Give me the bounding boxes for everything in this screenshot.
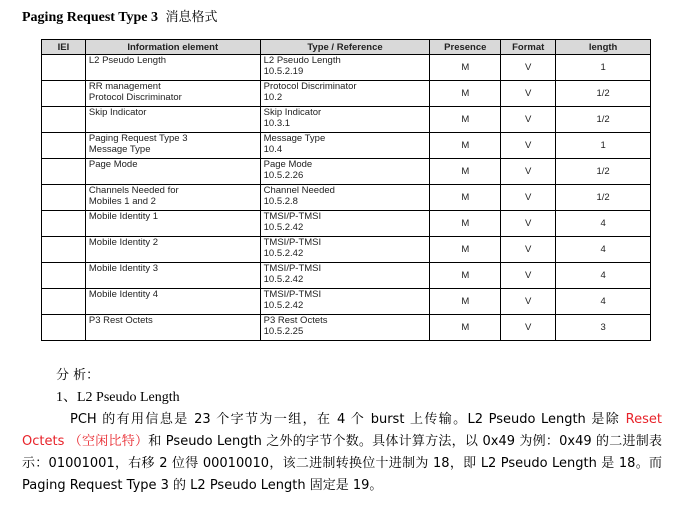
table-row (42, 81, 651, 107)
cell-type-reference (260, 237, 430, 263)
cell-line: 10.5.2.8 (263, 196, 298, 207)
cell-presence: M (430, 107, 501, 133)
cell-line: 10.5.2.19 (263, 66, 304, 77)
item-title: L2 Pseudo Length (77, 390, 180, 405)
table-row (42, 185, 651, 211)
table-row (42, 55, 651, 81)
cell-length: 1/2 (556, 185, 651, 211)
cell-information-element (85, 133, 260, 159)
cell-line: 10.5.2.42 (263, 300, 304, 311)
cell-line: L2 Pseudo Length (263, 55, 341, 66)
cell-line: Skip Indicator (263, 107, 322, 118)
cell-line: 10.2 (263, 92, 283, 103)
cell-type-reference (260, 133, 430, 159)
cell-iei (42, 211, 86, 237)
cell-presence: M (430, 211, 501, 237)
cell-iei (42, 237, 86, 263)
cell-line: Protocol Discriminator (263, 81, 357, 92)
cell-iei (42, 185, 86, 211)
analysis-paragraph (22, 409, 662, 497)
document-title (22, 6, 218, 26)
cell-line: TMSI/P-TMSI (263, 237, 322, 248)
cell-information-element (85, 211, 260, 237)
cell-format: V (501, 55, 556, 81)
cell-iei (42, 55, 86, 81)
cell-length: 4 (556, 211, 651, 237)
title-chinese: 消息格式 (165, 10, 218, 25)
cell-iei (42, 107, 86, 133)
cell-line: 10.5.2.26 (263, 170, 304, 181)
cell-presence: M (430, 81, 501, 107)
cell-type-reference (260, 211, 430, 237)
cell-line: Message Type (263, 133, 326, 144)
table-row (42, 159, 651, 185)
cell-length: 1 (556, 133, 651, 159)
cell-format: V (501, 211, 556, 237)
cell-line: 10.5.2.42 (263, 248, 304, 259)
cell-line: RR management (88, 81, 161, 92)
cell-line: Page Mode (88, 159, 138, 170)
cell-line: 10.5.2.25 (263, 326, 304, 337)
cell-line: Channels Needed for (88, 185, 179, 196)
cell-type-reference (260, 185, 430, 211)
cell-line: 10.5.2.42 (263, 222, 304, 233)
cell-information-element (85, 185, 260, 211)
cell-line: Mobile Identity 1 (88, 211, 159, 222)
cell-iei (42, 263, 86, 289)
table-row (42, 237, 651, 263)
cell-presence: M (430, 133, 501, 159)
header-iei: IEI (42, 40, 86, 55)
cell-format: V (501, 315, 556, 341)
cell-presence: M (430, 237, 501, 263)
cell-line: Paging Request Type 3 (88, 133, 188, 144)
cell-format: V (501, 81, 556, 107)
cell-line: TMSI/P-TMSI (263, 211, 322, 222)
cell-presence: M (430, 315, 501, 341)
cell-length: 1/2 (556, 81, 651, 107)
cell-line: 10.3.1 (263, 118, 291, 129)
cell-line: P3 Rest Octets (263, 315, 328, 326)
cell-format: V (501, 159, 556, 185)
cell-line: Mobile Identity 2 (88, 237, 159, 248)
cell-line: 10.5.2.42 (263, 274, 304, 285)
cell-length: 4 (556, 237, 651, 263)
cell-type-reference (260, 107, 430, 133)
cell-type-reference (260, 263, 430, 289)
cell-line: Page Mode (263, 159, 313, 170)
table-header-row (42, 40, 651, 55)
cell-information-element (85, 107, 260, 133)
cell-length: 1/2 (556, 159, 651, 185)
cell-format: V (501, 185, 556, 211)
cell-length: 1/2 (556, 107, 651, 133)
cell-type-reference (260, 81, 430, 107)
analysis-heading: 分 析： (56, 368, 100, 383)
title-english: Paging Request Type 3 (22, 10, 158, 25)
cell-format: V (501, 237, 556, 263)
cell-information-element (85, 315, 260, 341)
cell-line: TMSI/P-TMSI (263, 289, 322, 300)
cell-line: L2 Pseudo Length (88, 55, 167, 66)
cell-type-reference (260, 315, 430, 341)
table-body (42, 55, 651, 341)
cell-line: Mobile Identity 3 (88, 263, 159, 274)
cell-format: V (501, 289, 556, 315)
cell-format: V (501, 107, 556, 133)
cell-presence: M (430, 185, 501, 211)
item-number: 1、 (56, 390, 77, 405)
cell-iei (42, 133, 86, 159)
cell-iei (42, 81, 86, 107)
table-row (42, 315, 651, 341)
paragraph-text: PCH 的有用信息是 23 个字节为一组，在 4 个 burst 上传输。L2 Pseudo Length 是除 (70, 412, 626, 427)
cell-line: P3 Rest Octets (88, 315, 153, 326)
header-information-element: Information element (85, 40, 260, 55)
cell-information-element (85, 81, 260, 107)
table-row (42, 263, 651, 289)
cell-information-element (85, 263, 260, 289)
table-row (42, 211, 651, 237)
cell-line: TMSI/P-TMSI (263, 263, 322, 274)
analysis-item-heading (22, 387, 662, 409)
table-row (42, 133, 651, 159)
cell-presence: M (430, 263, 501, 289)
cell-information-element (85, 159, 260, 185)
cell-length: 4 (556, 289, 651, 315)
header-format: Format (501, 40, 556, 55)
cell-presence: M (430, 159, 501, 185)
cell-format: V (501, 263, 556, 289)
cell-line: 10.4 (263, 144, 283, 155)
cell-type-reference (260, 159, 430, 185)
cell-line: Mobile Identity 4 (88, 289, 159, 300)
cell-iei (42, 289, 86, 315)
cell-length: 3 (556, 315, 651, 341)
table-row (42, 289, 651, 315)
cell-presence: M (430, 289, 501, 315)
cell-length: 4 (556, 263, 651, 289)
cell-line: Mobiles 1 and 2 (88, 196, 156, 207)
cell-line: Skip Indicator (88, 107, 147, 118)
cell-type-reference (260, 55, 430, 81)
table-row (42, 107, 651, 133)
cell-information-element (85, 289, 260, 315)
cell-iei (42, 315, 86, 341)
cell-line: Protocol Discriminator (88, 92, 182, 103)
cell-type-reference (260, 289, 430, 315)
cell-format: V (501, 133, 556, 159)
cell-information-element (85, 55, 260, 81)
cell-line: Message Type (88, 144, 151, 155)
analysis-section (22, 365, 662, 497)
paragraph-text: 和 Pseudo Length 之外的字节个数。具体计算方法，以 0x49 为例：0x49 的二进制表示：01001001，右移 2 位得 00010010，该二进制转换位十进制为 18，即 L2 Pseudo Length 是 18。而 Paging Request Type 3 的 L2 Pseudo Length 固定是 19。 (22, 434, 662, 493)
message-format-table (41, 39, 651, 341)
cell-line: Channel Needed (263, 185, 335, 196)
header-length: length (556, 40, 651, 55)
header-type-reference: Type / Reference (260, 40, 430, 55)
cell-presence: M (430, 55, 501, 81)
cell-information-element (85, 237, 260, 263)
header-presence: Presence (430, 40, 501, 55)
cell-length: 1 (556, 55, 651, 81)
cell-iei (42, 159, 86, 185)
highlight-text: Reset Octets （空闲比特） (22, 412, 662, 449)
